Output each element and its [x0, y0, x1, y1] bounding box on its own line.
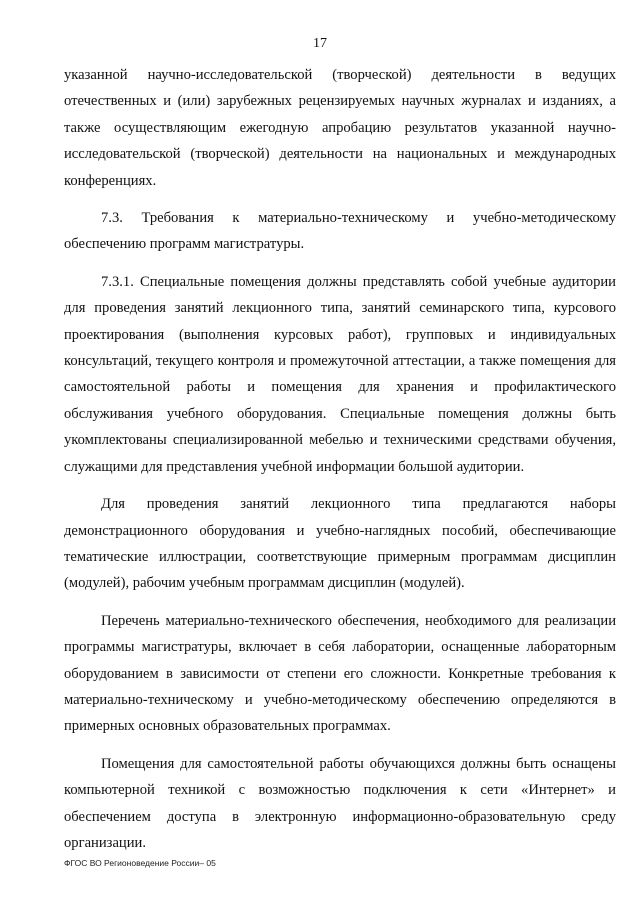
paragraph-section-7-3-heading: 7.3. Требования к материально-техническому и учебно-методическому обеспечению программ магистратуры. [64, 210, 616, 253]
paragraph-self-study-rooms: Помещения для самостоятельной работы обучающихся должны быть оснащены компьютерной техникой с возможностью подключения к сети «Интернет» и обеспечением доступа в электронную информационно-образовательную среду организации. [64, 755, 616, 851]
document-body [64, 62, 616, 856]
page-footer: ФГОС ВО Регионоведение России– 05 [64, 858, 216, 868]
paragraph-lecture-equipment: Для проведения занятий лекционного типа предлагаются наборы демонстрационного оборудования и учебно-наглядных пособий, обеспечивающие тематические иллюстрации, соответствующие примерным программам дисциплин (модулей), рабочим учебным программам дисциплин (модулей). [64, 496, 616, 592]
paragraph-7-3-1-special-rooms: 7.3.1. Специальные помещения должны представлять собой учебные аудитории для проведения занятий лекционного типа, занятий семинарского типа, курсового проектирования (выполнения курсовых работ), групповых и индивидуальных консультаций, текущего контроля и промежуточной аттестации, а также помещения для самостоятельной работы и помещения для хранения и профилактического обслуживания учебного оборудования. Специальные помещения должны быть укомплектованы специализированной мебелью и техническими средствами обучения, служащими для представления учебной информации большой аудитории. [64, 273, 616, 475]
paragraph-laboratories: Перечень материально-технического обеспечения, необходимого для реализации программы магистратуры, включает в себя лаборатории, оснащенные лабораторным оборудованием в зависимости от степени его сложности. Конкретные требования к материально-техническому и учебно-методическому обеспечению определяются в примерных основных образовательных программах. [64, 612, 616, 735]
page-number: 17 [313, 36, 327, 51]
paragraph-publications-continued: указанной научно-исследовательской (творческой) деятельности в ведущих отечественных и (или) зарубежных рецензируемых научных журналах и изданиях, а также осуществляющим ежегодную апробацию результатов указанной научно-исследовательской (творческой) деятельности на национальных и международных конференциях. [64, 67, 616, 189]
